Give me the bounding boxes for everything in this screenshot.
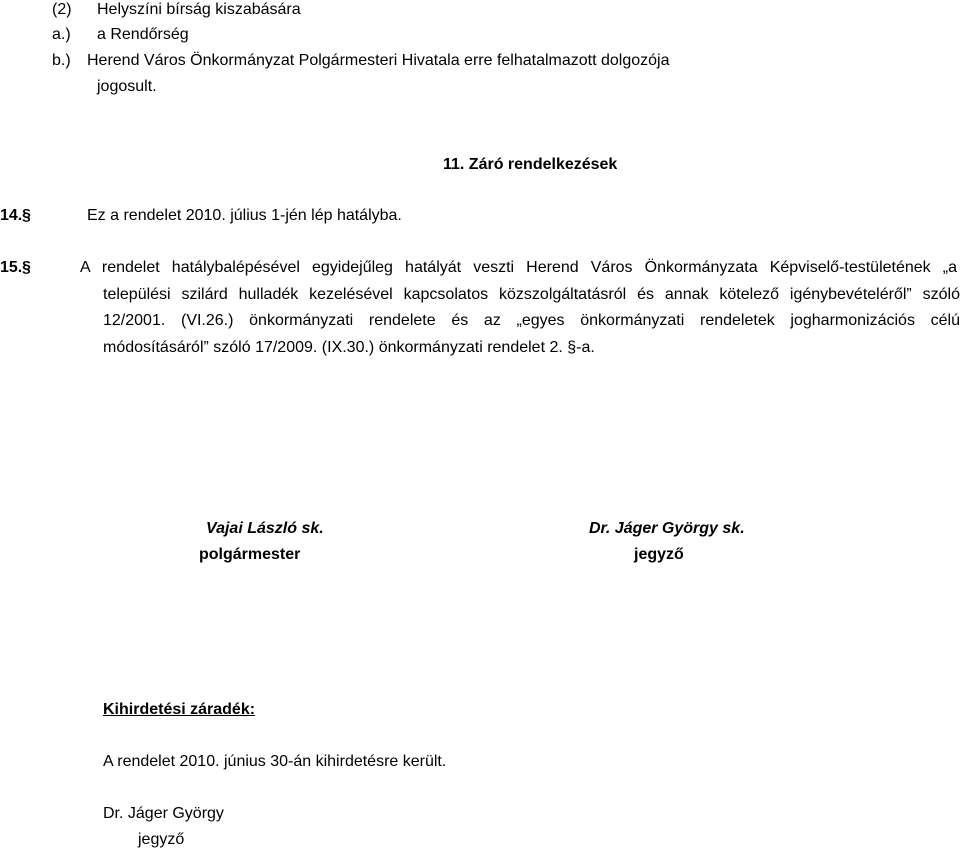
promulgation-signer-name: Dr. Jáger György xyxy=(103,805,224,822)
notary-signature-name: Dr. Jáger György sk. xyxy=(589,520,745,537)
para-14-number: 14. xyxy=(0,207,23,224)
item-a-number: a.) xyxy=(52,26,71,43)
mayor-signature-name: Vajai László sk. xyxy=(206,520,324,537)
para-15-number: 15. xyxy=(0,259,23,276)
para-15-line-4: módosításáról” szóló 17/2009. (IX.30.) önkormányzati rendelet 2. §-a. xyxy=(103,339,595,356)
mayor-title: polgármester xyxy=(199,546,301,563)
item-2-number: (2) xyxy=(52,1,72,18)
para-15-line-2: települési szilárd hulladék kezelésével kapcsolatos közszolgáltatásról és annak kötelező igénybevételéről” szóló xyxy=(103,286,960,303)
promulgation-heading: Kihirdetési záradék: xyxy=(103,701,256,718)
para-15-line-3: 12/2001. (VI.26.) önkormányzati rendelete és az „egyes önkormányzati rendeletek jogharmonizációs célú xyxy=(103,312,960,329)
para-15-line-1: A rendelet hatálybalépésével egyidejűleg hatályát veszti Herend Város Önkormányzata Képviselő-testületének „a xyxy=(80,259,957,276)
item-a-text: a Rendőrség xyxy=(97,26,189,43)
para-14-text: Ez a rendelet 2010. július 1-jén lép hatályba. xyxy=(87,207,402,224)
para-15-section-sign: § xyxy=(22,259,31,276)
notary-title: jegyző xyxy=(634,546,684,563)
item-b-continuation: jogosult. xyxy=(97,78,157,95)
section-heading: 11. Záró rendelkezések xyxy=(443,156,618,173)
para-14-section-sign: § xyxy=(22,207,31,224)
item-b-number: b.) xyxy=(52,52,71,69)
promulgation-text: A rendelet 2010. június 30-án kihirdetésre került. xyxy=(103,753,447,770)
promulgation-signer-title: jegyző xyxy=(138,831,185,848)
item-b-text: Herend Város Önkormányzat Polgármesteri Hivatala erre felhatalmazott dolgozója xyxy=(87,52,670,69)
item-2-text: Helyszíni bírság kiszabására xyxy=(97,1,301,18)
